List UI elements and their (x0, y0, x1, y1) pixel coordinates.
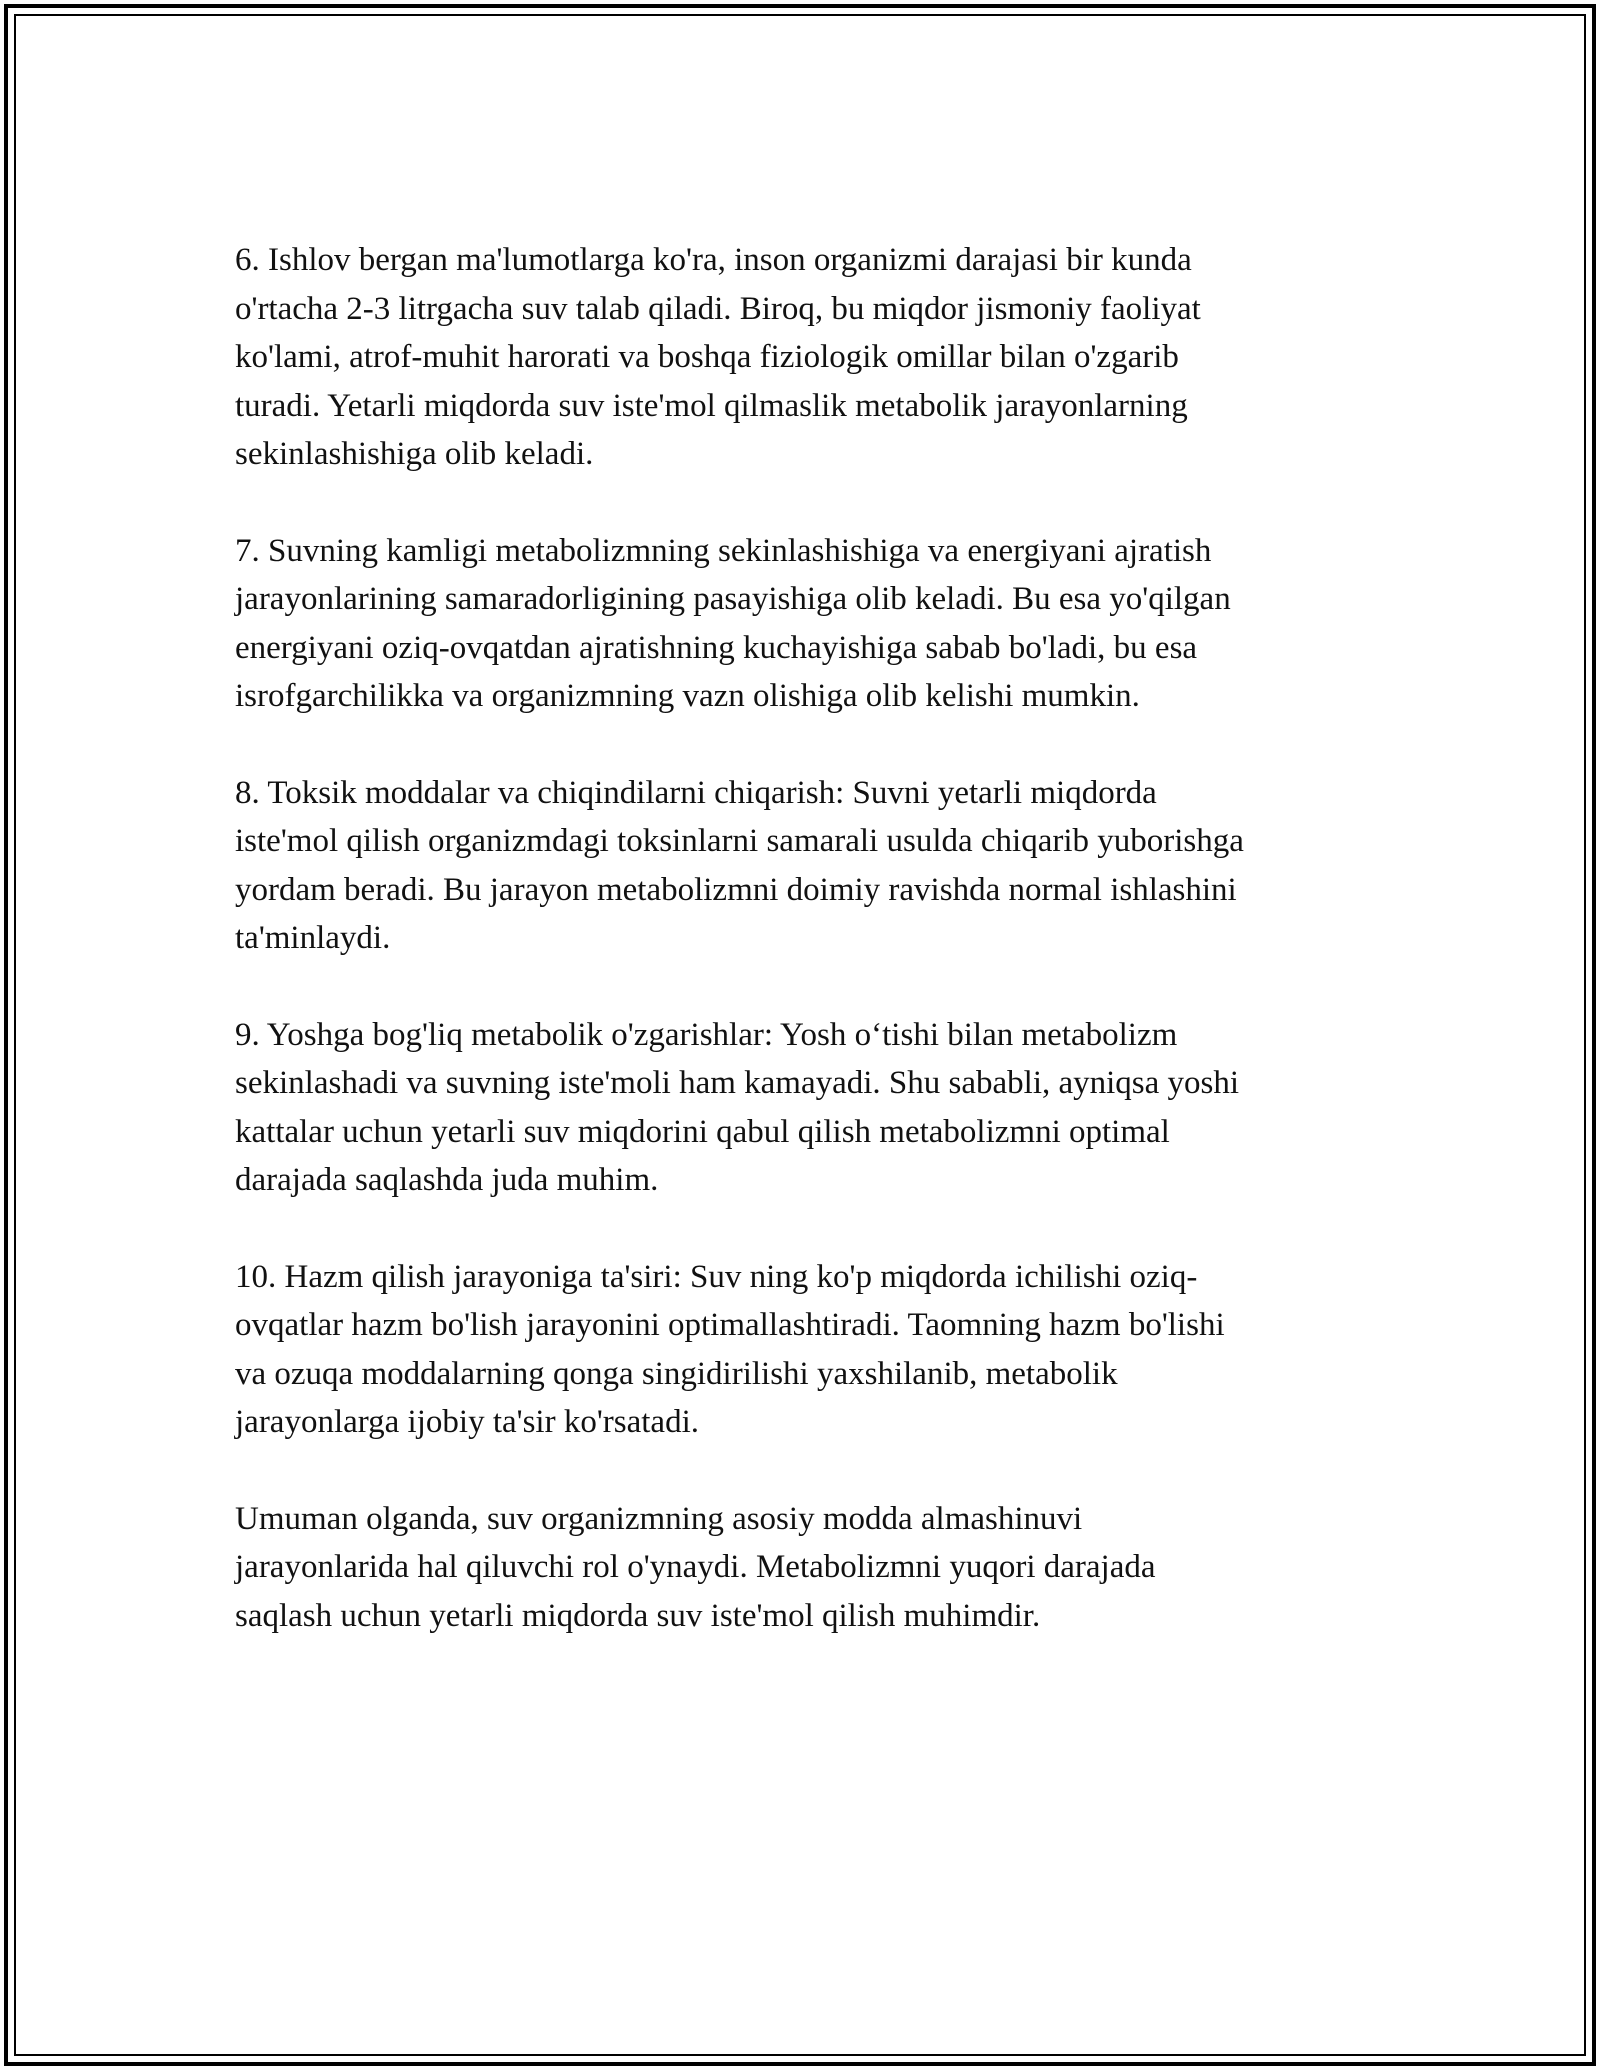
paragraph-8: 8. Toksik moddalar va chiqindilarni chiqarish: Suvni yetarli miqdorda iste'mol qilish organizmdagi toksinlarni samarali usulda chiqarib yuborishga yordam beradi. Bu jarayon metabolizmni doimiy ravishda normal ishlashini ta'minlaydi. (235, 774, 1244, 956)
paragraph-6: 6. Ishlov bergan ma'lumotlarga ko'ra, inson organizmi darajasi bir kunda o'rtacha 2-3 litrgacha suv talab qiladi. Biroq, bu miqdor jismoniy faoliyat ko'lami, atrof-muhit harorati va boshqa fiziologik omillar bilan o'zgarib turadi. Yetarli miqdorda suv iste'mol qilmaslik metabolik jarayonlarning sekinlashishiga olib keladi. (235, 242, 1201, 472)
conclusion-paragraph: Umuman olganda, suv organizmning asosiy modda almashinuvi jarayonlarida hal qiluvchi rol o'ynaydi. Metabolizmni yuqori darajada saqlash uchun yetarli miqdorda suv iste'mol qilish muhimdir. (235, 1500, 1156, 1634)
paragraph-7: 7. Suvning kamligi metabolizmning sekinlashishiga va energiyani ajratish jarayonlarining samaradorligining pasayishiga olib keladi. Bu esa yo'qilgan energiyani oziq-ovqatdan ajratishning kuchayishiga sabab bo'ladi, bu esa isrofgarchilikka va organizmning vazn olishiga olib kelishi mumkin. (235, 532, 1231, 714)
document-body (235, 236, 1385, 1688)
paragraph-9: 9. Yoshga bog'liq metabolik o'zgarishlar: Yosh o‘tishi bilan metabolizm sekinlashadi va suvning iste'moli ham kamayadi. Shu sababli, ayniqsa yoshi kattalar uchun yetarli suv miqdorini qabul qilish metabolizmni optimal darajada saqlashda juda muhim. (235, 1016, 1240, 1198)
paragraph-10: 10. Hazm qilish jarayoniga ta'siri: Suv ning ko'p miqdorda ichilishi oziq- ovqatlar hazm bo'lish jarayonini optimallashtiradi. Taomning hazm bo'lishi va ozuqa moddalarning qonga singidirilishi yaxshilanib, metabolik jarayonlarga ijobiy ta'sir ko'rsatadi. (235, 1258, 1225, 1440)
